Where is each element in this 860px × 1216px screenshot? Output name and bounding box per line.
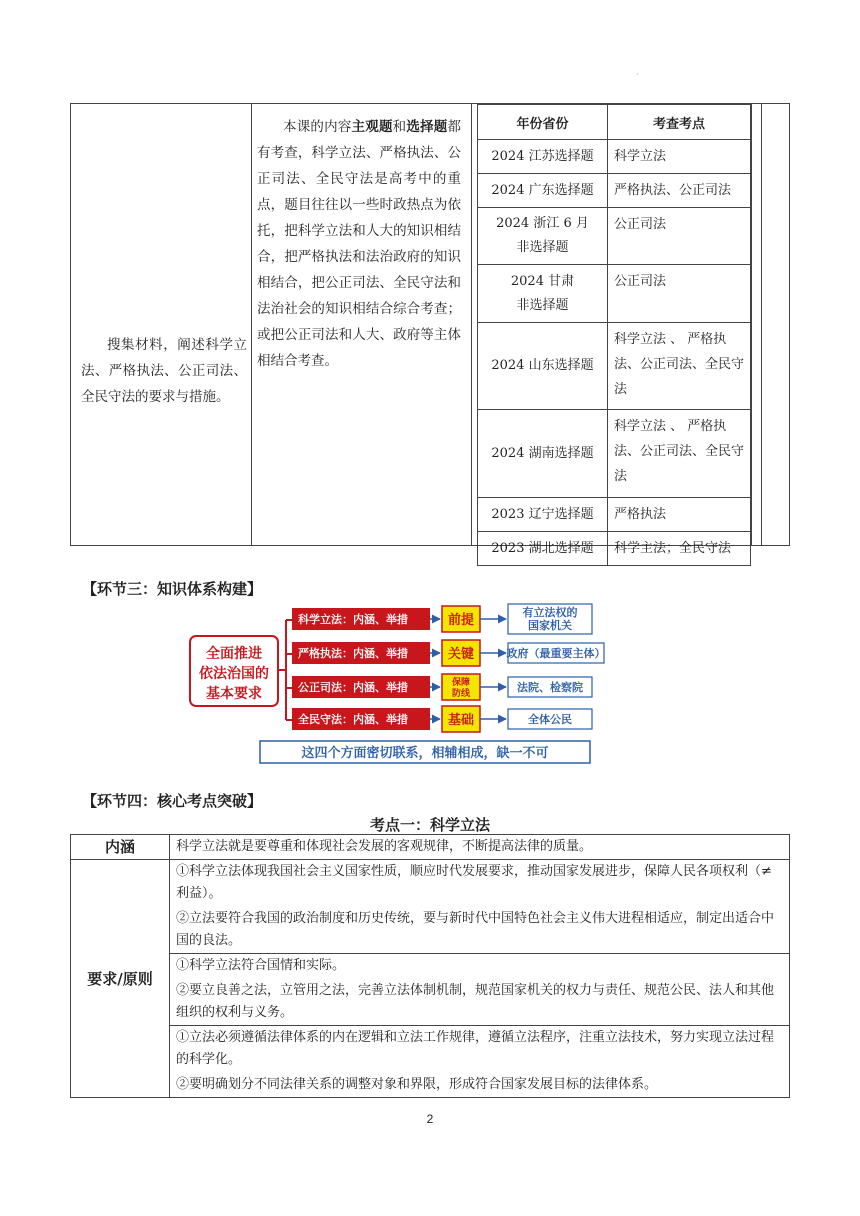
key-point-title: 考点一：科学立法 (369, 816, 490, 834)
diagram-branch-label: 科学立法：内涵、举措 (298, 613, 408, 626)
exam-row (478, 140, 751, 174)
requirement-item: ①科学立法体现我国社会主义国家性质，顺应时代发展要求，推动国家发展进步，保障人民各项权利（≠利益）。 (176, 864, 772, 901)
diagram-target: 法院、检察院 (517, 681, 583, 694)
diagram-branch-label: 严格执法：内涵、举措 (298, 647, 408, 660)
requirement-item: ②要立良善之法，立管用之法，完善立法体制机制，规范国家机关的权力与责任、规范公民、法人和其他组织的权利与义务。 (176, 983, 775, 1020)
diagram-center-line3: 基本要求 (206, 686, 262, 702)
diagram-tag: 基础 (447, 713, 475, 728)
key-point-table (70, 834, 790, 1098)
connotation-label: 内涵 (71, 835, 170, 860)
exam-row (478, 323, 751, 410)
diagram-target: 有立法权的国家机关 (522, 606, 578, 632)
analysis-text: 本课的内容主观题和选择题都有考查，科学立法、严格执法、公正司法、全民守法是高考中的重点，题目往往以一些时政热点为依托，把科学立法和人大的知识相结合，把严格执法和法治政府的知识相结合，把公正司法、全民守法和法治社会的知识相结合综合考查；或把公正司法和人大、政府等主体相结合考查。 (257, 119, 462, 369)
exam-row (478, 174, 751, 208)
diagram-target: 全体公民 (528, 713, 572, 726)
connotation-text: 科学立法就是要尊重和体现社会发展的客观规律，不断提高法律的质量。 (170, 835, 790, 860)
exam-year: 2024 广东选择题 (478, 174, 608, 208)
exam-row (478, 498, 751, 532)
knowledge-diagram (188, 598, 608, 768)
diagram-center-line1: 全面推进 (206, 646, 262, 662)
exam-year: 2023 辽宁选择题 (478, 498, 608, 532)
diagram-target: 政府（最重要主体） (506, 647, 606, 660)
diagram-footer: 这四个方面密切联系，相辅相成，缺一不可 (301, 746, 549, 761)
exam-header-point: 考查考点 (608, 105, 751, 140)
requirements-block-2 (170, 954, 790, 1026)
diagram-tag: 前提 (447, 613, 475, 628)
exam-row (478, 265, 751, 323)
exam-point: 严格执法、公正司法 (608, 174, 751, 208)
diagram-center-line2: 依法治国的 (199, 666, 269, 682)
exam-point: 科学主法；全民守法 (608, 532, 751, 566)
exam-year: 2024 湖南选择题 (478, 410, 608, 498)
exam-table (477, 104, 751, 566)
exam-point: 公正司法 (608, 265, 751, 323)
exam-row (478, 208, 751, 265)
requirements-label: 要求/原则 (71, 860, 170, 1098)
requirement-item: ②要明确划分不同法律关系的调整对象和界限，形成符合国家发展目标的法律体系。 (176, 1077, 658, 1092)
top-table (70, 103, 790, 556)
exam-year: 2024 江苏选择题 (478, 140, 608, 174)
exam-point: 科学立法 (608, 140, 751, 174)
exam-year: 2023 湖北选择题 (478, 532, 608, 566)
diagram-tag: 关键 (447, 647, 475, 662)
exam-point: 科学立法 、 严格执法、公正司法、全民守法 (608, 323, 751, 410)
requirement-item: ①科学立法符合国情和实际。 (176, 958, 346, 973)
document-page: · 搜集材料，阐述科学立法、严格执法、公正司法、全民守法的要求与措施。 本课的内容主观题和选择题都有考查，科学立法、严格执法、公正司法、全民守法是高考中的重点，题目往往以一些时政热点为依托，把科学立法和人大的知识相结合，把严格执法和法治政府的知识相结合，把公正司法、全民守法和法治社会的知识相结合综合考查；或把公正司法和人大、政府等主体相结合考查。 年份省份 考查考点 2024 江苏选择题 科学立法 2024 广东选择题 严格执法、公正司法 2024 浙江 6 月 非选择题 公正司法 2024 甘肃 非选择题 公正司法 2024 山东选择题 科学立法 、 严格执法、公正司法、全民守法 2024 湖南选择题 科学立法 、 严格执法、公正司法、全民守法 2023 辽宁选择题 严格执法 2023 湖北选择题 科学主法；全民守法 【环节三：知识体系构建】 全面推进 依法治国的 基本要求 科学立法：内涵、举措 前提 有立法权的国家机关 严格执法：内涵、举措 关键 政府（最重要主体） 公正司法：内涵、举措 保障防线 法院、检察院 全民守法：内涵、举措 基础 全体公民 这四个方面密切联系，相辅相成，缺一不可 【环节四：核心考点突破】 考点一：科学立法 内涵 科学立法就是要尊重和体现社会发展的客观规律，不断提高法律的质量。 要求/原则 ①科学立法体现我国社会主义国家性质，顺应时代发展要求，推动国家发展进步，保障人民各项权利（≠利益）。 ②立法要符合我国的政治制度和历史传统，要与新时代中国特色社会主义伟大进程相适应，制定出适合中国的良法。 ①科学立法符合国情和实际。 ②要立良善之法，立管用之法，完善立法体制机制，规范国家机关的权力与责任、规范公民、法人和其他组织的权利与义务。 ①立法必须遵循法律体系的内在逻辑和立法工作规律，遵循立法程序，注重立法技术，努力实现立法过程的科学化。 ②要明确划分不同法律关系的调整对象和界限，形成符合国家发展目标的法律体系。 2 (0, 0, 860, 1216)
exam-row (478, 532, 751, 566)
section3-title: 【环节三：知识体系构建】 (82, 580, 263, 598)
activity-text: 搜集材料，阐述科学立法、严格执法、公正司法、全民守法的要求与措施。 (81, 337, 247, 405)
requirements-block-3 (170, 1026, 790, 1098)
exam-row (478, 410, 751, 498)
exam-year: 2024 甘肃 非选择题 (478, 265, 608, 323)
exam-header-year: 年份省份 (478, 105, 608, 140)
section4-title: 【环节四：核心考点突破】 (82, 792, 263, 810)
diagram-branch-label: 全民守法：内涵、举措 (298, 713, 408, 726)
diagram-branch-label: 公正司法：内涵、举措 (298, 681, 408, 694)
page-number: 2 (426, 1112, 434, 1126)
requirement-item: ②立法要符合我国的政治制度和历史传统，要与新时代中国特色社会主义伟大进程相适应，制定出适合中国的良法。 (176, 911, 775, 948)
exam-year: 2024 山东选择题 (478, 323, 608, 410)
requirement-item: ①立法必须遵循法律体系的内在逻辑和立法工作规律，遵循立法程序，注重立法技术，努力实现立法过程的科学化。 (176, 1030, 775, 1067)
exam-year: 2024 浙江 6 月 非选择题 (478, 208, 608, 265)
diagram-tag: 保障防线 (451, 678, 471, 699)
exam-point: 科学立法 、 严格执法、公正司法、全民守法 (608, 410, 751, 498)
requirements-block-1 (170, 860, 790, 954)
exam-point: 公正司法 (608, 208, 751, 265)
exam-point: 严格执法 (608, 498, 751, 532)
